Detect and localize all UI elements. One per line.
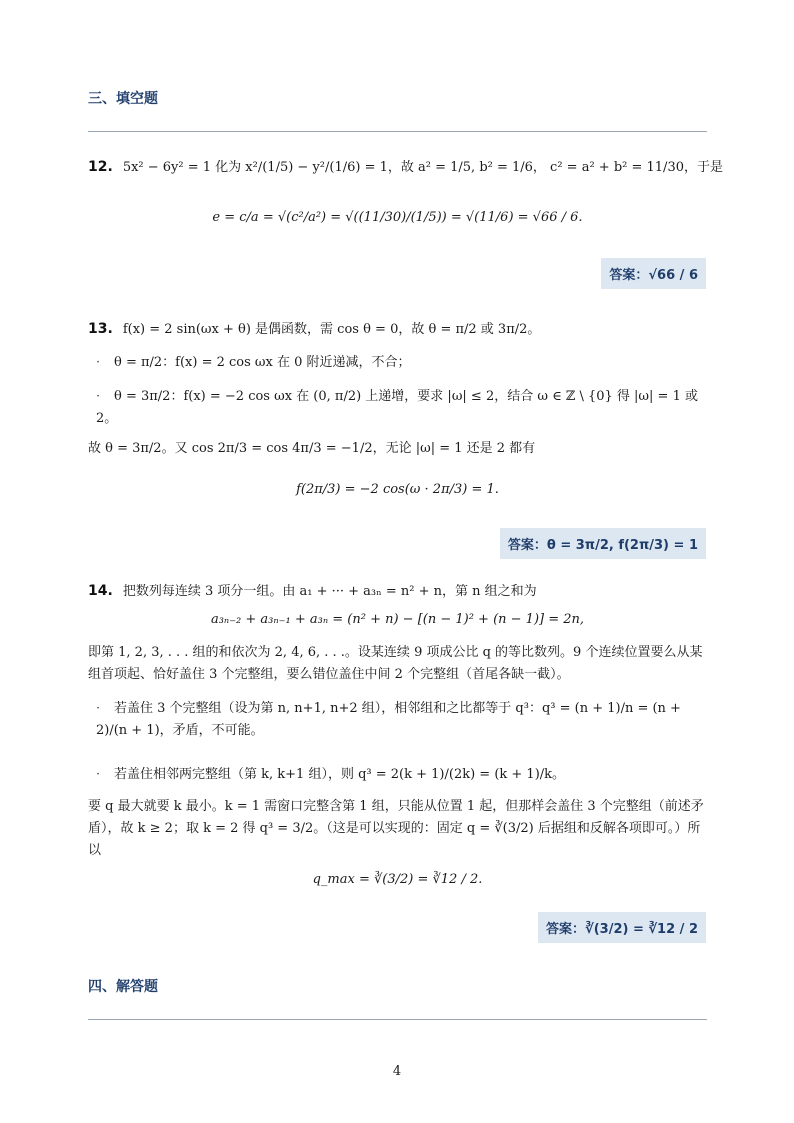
bullet-dot: · bbox=[96, 701, 101, 716]
bullet-text: θ = 3π/2：f(x) = −2 cos ωx 在 (0, π/2) 上递增，要求 |ω| ≤ 2，结合 ω ∈ ℤ \ {0} 得 |ω| = 1 或 2。 bbox=[96, 389, 698, 426]
q14-formula-1: a₃ₙ₋₂ + a₃ₙ₋₁ + a₃ₙ = (n² + n) − [(n − 1)² + (n − 1)] = 2n, bbox=[210, 612, 585, 627]
q13-bullet-2 bbox=[96, 386, 706, 430]
q13-answer-box bbox=[500, 528, 706, 559]
q14-answer-box bbox=[538, 912, 706, 943]
bullet-text: θ = π/2：f(x) = 2 cos ωx 在 0 附近递减，不合； bbox=[114, 355, 411, 370]
q13-statement bbox=[88, 318, 707, 341]
q14-line1: 把数列每连续 3 项分一组。由 a₁ + ··· + a₃ₙ = n² + n，第 n 组之和为 bbox=[122, 584, 537, 599]
q13-line2: 故 θ = 3π/2。又 cos 2π/3 = cos 4π/3 = −1/2，无论 |ω| = 1 还是 2 都有 bbox=[88, 441, 536, 456]
section-title-fill-blank: 三、填空题 bbox=[88, 91, 158, 107]
q12-statement bbox=[88, 156, 723, 179]
answer-label: 答案： bbox=[546, 922, 586, 937]
q14-bullet-1 bbox=[96, 698, 706, 742]
bullet-dot: · bbox=[96, 389, 101, 404]
q12-line1: 5x² − 6y² = 1 化为 x²/(1/5) − y²/(1/6) = 1，故 a² = 1/5, b² = 1/6， c² = a² + b² = 11/30，于是 bbox=[122, 160, 723, 175]
answer-label: 答案： bbox=[507, 538, 547, 553]
q14-statement bbox=[88, 580, 707, 603]
q14-formula-2: q_max = ∛(3/2) = ∛12 / 2. bbox=[312, 872, 483, 887]
bullet-text: 若盖住 3 个完整组（设为第 n, n+1, n+2 组），相邻组和之比都等于 q³：q³ = (n + 1)/n = (n + 2)/(n + 1)，矛盾，不可能。 bbox=[96, 701, 681, 738]
q13-bullet-1 bbox=[96, 352, 706, 374]
q14-bullet-2 bbox=[96, 764, 706, 786]
page-number: 4 bbox=[392, 1064, 402, 1079]
section-title-answer-questions: 四、解答题 bbox=[88, 979, 158, 995]
bullet-dot: · bbox=[96, 767, 101, 782]
answer-value: √66 / 6 bbox=[648, 268, 698, 283]
q14-paragraph-1: 即第 1, 2, 3, . . . 组的和依次为 2, 4, 6, . . .。设某连续 9 项成公比 q 的等比数列。9 个连续位置要么从某组首项起、恰好盖住 3 个完整组，要么错位盖住中间 2 个完整组（首尾各缺一截）。 bbox=[88, 645, 703, 682]
q12-number: 12. bbox=[88, 159, 113, 175]
q14-paragraph-2: 要 q 最大就要 k 最小。k = 1 需窗口完整含第 1 组，只能从位置 1 起，但那样会盖住 3 个完整组（前述矛盾），故 k ≥ 2；取 k = 2 得 q³ = 3/2。（这是可以实现的：固定 q = ∛(3/2) 后据组和反解各项即可。）所以 bbox=[88, 799, 704, 858]
q12-formula: e = c/a = √(c²/a²) = √((11/30)/(1/5)) = √(11/6) = √66 / 6. bbox=[212, 210, 583, 225]
section-divider bbox=[88, 1019, 707, 1020]
answer-value: θ = 3π/2, f(2π/3) = 1 bbox=[546, 538, 698, 553]
answer-value: ∛(3/2) = ∛12 / 2 bbox=[585, 922, 698, 937]
bullet-text: 若盖住相邻两完整组（第 k, k+1 组），则 q³ = 2(k + 1)/(2k) = (k + 1)/k。 bbox=[114, 767, 566, 782]
section-divider bbox=[88, 131, 707, 132]
q13-line1: f(x) = 2 sin(ωx + θ) 是偶函数，需 cos θ = 0，故 θ = π/2 或 3π/2。 bbox=[122, 322, 541, 337]
answer-label: 答案： bbox=[609, 268, 649, 283]
q12-answer-box bbox=[601, 258, 706, 289]
q13-formula: f(2π/3) = −2 cos(ω · 2π/3) = 1. bbox=[296, 482, 499, 497]
q14-number: 14. bbox=[88, 583, 113, 599]
bullet-dot: · bbox=[96, 355, 101, 370]
q13-number: 13. bbox=[88, 321, 113, 337]
